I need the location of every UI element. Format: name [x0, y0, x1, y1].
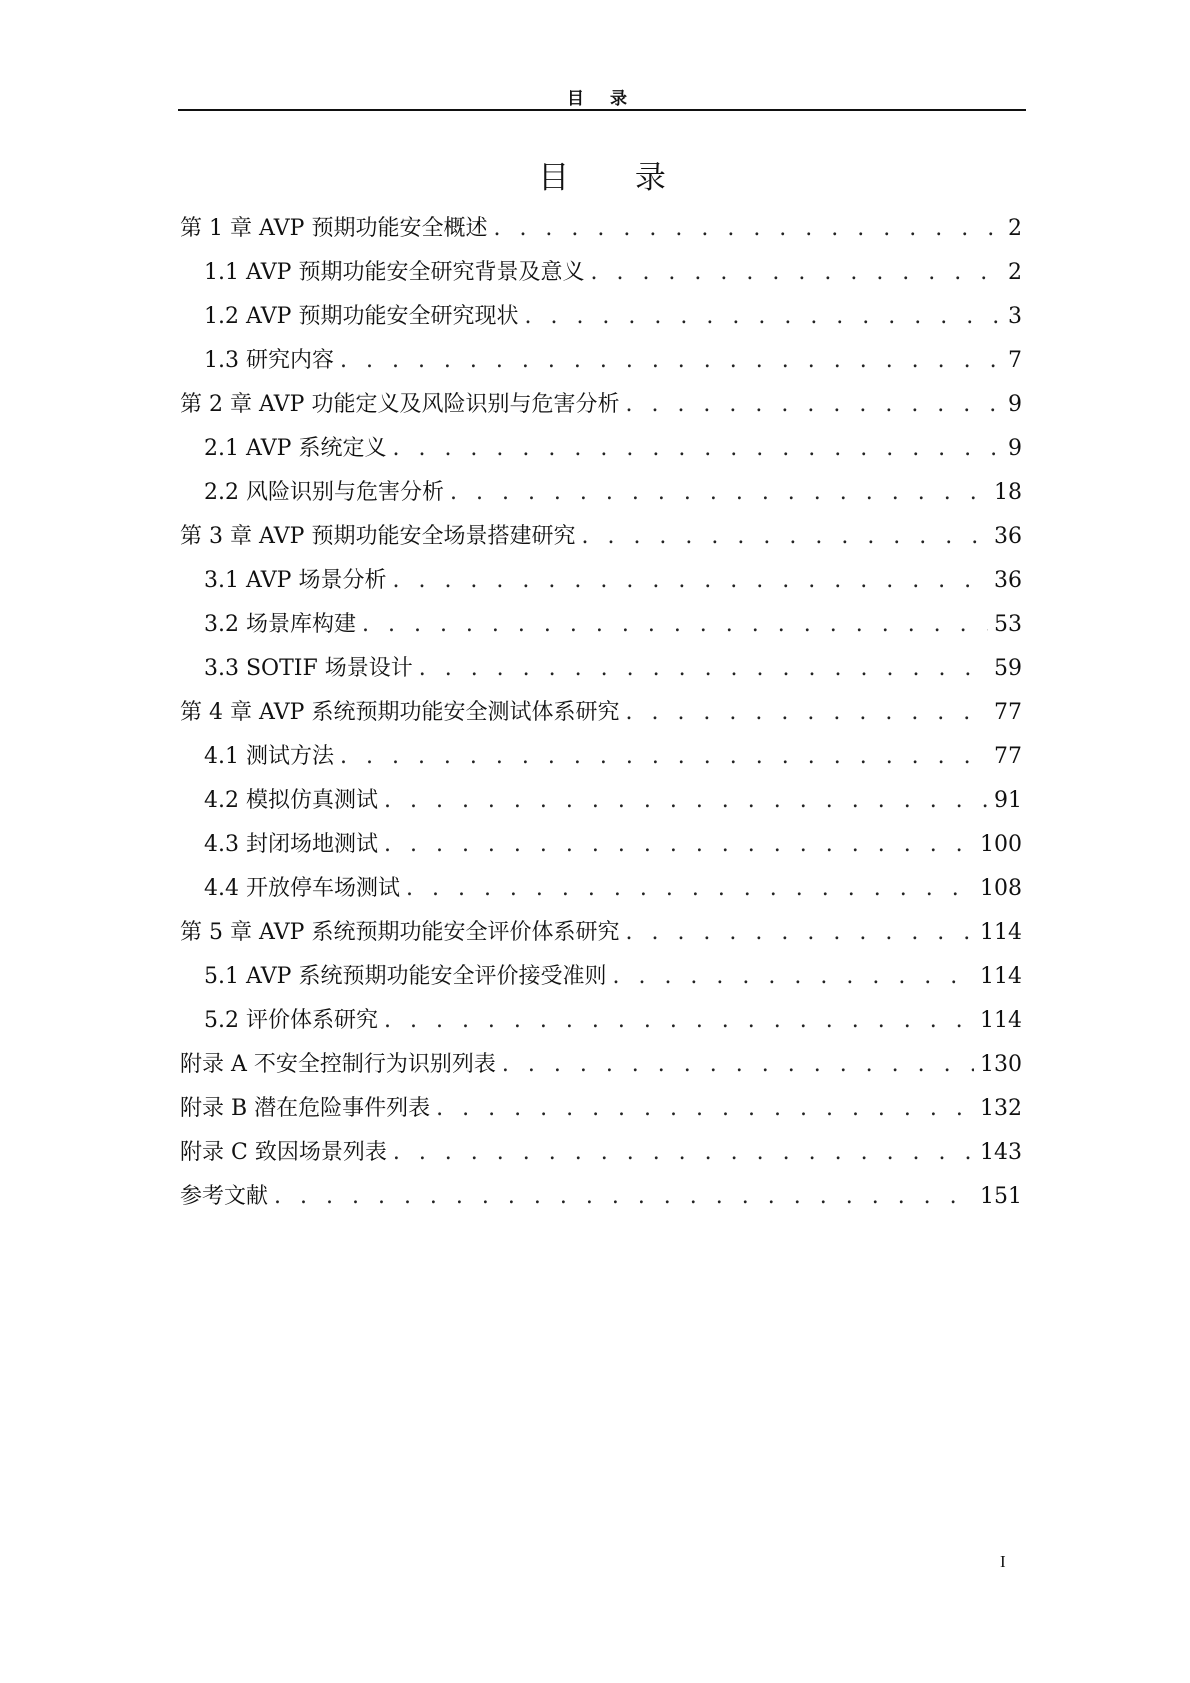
toc-leader [362, 603, 988, 647]
toc-entry-label: 5.2 评价体系研究 [204, 1008, 378, 1033]
toc-leader [581, 515, 988, 559]
toc-leader [384, 999, 974, 1043]
toc-entry-page: 2 [1008, 216, 1022, 241]
toc-entry[interactable] [180, 867, 1022, 911]
toc-leader [625, 911, 974, 955]
toc-entry[interactable] [180, 779, 1022, 823]
toc-entry-label: 第 1 章 AVP 预期功能安全概述 [180, 216, 488, 241]
toc-entry-page: 100 [980, 832, 1022, 857]
toc-entry[interactable] [180, 823, 1022, 867]
toc-entry-page: 114 [980, 920, 1022, 945]
toc-leader [502, 1043, 974, 1087]
toc-entry-label: 第 3 章 AVP 预期功能安全场景搭建研究 [180, 524, 576, 549]
toc-entry-page: 3 [1008, 304, 1022, 329]
toc-entry-label: 4.1 测试方法 [204, 744, 334, 769]
toc-entry[interactable] [180, 383, 1022, 427]
toc-entry-label: 第 5 章 AVP 系统预期功能安全评价体系研究 [180, 920, 620, 945]
toc-entry[interactable] [180, 1043, 1022, 1087]
running-header: 目 录 [567, 89, 637, 109]
toc-entry[interactable] [180, 603, 1022, 647]
page-number: I [1000, 1552, 1006, 1571]
toc-entry[interactable] [180, 647, 1022, 691]
toc-entry[interactable] [180, 207, 1022, 251]
toc-entry-page: 77 [994, 744, 1022, 769]
toc-entry-page: 151 [980, 1184, 1022, 1209]
toc-entry[interactable] [180, 955, 1022, 999]
toc-entry[interactable] [180, 999, 1022, 1043]
toc-entry-label: 第 2 章 AVP 功能定义及风险识别与危害分析 [180, 392, 620, 417]
toc-entry-label: 4.2 模拟仿真测试 [204, 788, 378, 813]
toc-entry-label: 附录 A 不安全控制行为识别列表 [180, 1052, 496, 1077]
toc-leader [384, 779, 988, 823]
toc-entry-label: 5.1 AVP 系统预期功能安全评价接受准则 [204, 964, 607, 989]
toc-leader [625, 383, 1002, 427]
toc-entry[interactable] [180, 735, 1022, 779]
toc-leader [384, 823, 974, 867]
toc-leader [392, 559, 988, 603]
toc-entry-page: 36 [994, 524, 1022, 549]
toc-entry-page: 132 [980, 1096, 1022, 1121]
toc-leader [625, 691, 988, 735]
toc-entry-page: 108 [980, 876, 1022, 901]
toc-leader [436, 1087, 974, 1131]
toc-entry[interactable] [180, 295, 1022, 339]
toc-entry[interactable] [180, 515, 1022, 559]
toc-entry[interactable] [180, 1131, 1022, 1175]
toc-entry-label: 3.1 AVP 场景分析 [204, 568, 387, 593]
toc-entry-page: 91 [994, 788, 1022, 813]
toc-leader [612, 955, 974, 999]
header-rule [178, 109, 1026, 111]
toc-entry-label: 附录 C 致因场景列表 [180, 1140, 387, 1165]
toc-entry-label: 参考文献 [180, 1184, 269, 1209]
toc-entry-page: 2 [1008, 260, 1022, 285]
toc-entry-page: 36 [994, 568, 1022, 593]
toc-entry[interactable] [180, 559, 1022, 603]
toc-entry-page: 9 [1008, 436, 1022, 461]
toc-entry[interactable] [180, 1087, 1022, 1131]
toc-leader [392, 427, 1002, 471]
toc-leader [524, 295, 1002, 339]
toc-leader [493, 207, 1002, 251]
toc-entry-page: 77 [994, 700, 1022, 725]
toc-entry-page: 114 [980, 964, 1022, 989]
toc-entry-label: 1.3 研究内容 [204, 348, 334, 373]
toc-entry-label: 4.4 开放停车场测试 [204, 876, 400, 901]
toc-entry[interactable] [180, 471, 1022, 515]
toc-leader [340, 339, 1002, 383]
toc-leader [406, 867, 974, 911]
toc-leader [590, 251, 1002, 295]
toc-entry-label: 3.3 SOTIF 场景设计 [204, 656, 413, 681]
toc-entry-label: 第 4 章 AVP 系统预期功能安全测试体系研究 [180, 700, 620, 725]
toc-entry[interactable] [180, 427, 1022, 471]
toc-entry-page: 143 [980, 1140, 1022, 1165]
toc-leader [419, 647, 988, 691]
toc-entry-label: 1.1 AVP 预期功能安全研究背景及意义 [204, 260, 585, 285]
toc-leader [274, 1175, 974, 1219]
toc-title: 目 录 [538, 160, 694, 196]
toc-entry-label: 4.3 封闭场地测试 [204, 832, 378, 857]
toc-entry-page: 114 [980, 1008, 1022, 1033]
toc-entry-label: 2.1 AVP 系统定义 [204, 436, 387, 461]
toc-entry[interactable] [180, 251, 1022, 295]
toc-entry-page: 18 [994, 480, 1022, 505]
toc-leader [393, 1131, 974, 1175]
table-of-contents [180, 207, 1022, 1219]
toc-entry-label: 3.2 场景库构建 [204, 612, 356, 637]
toc-leader [340, 735, 988, 779]
toc-entry[interactable] [180, 1175, 1022, 1219]
toc-entry[interactable] [180, 691, 1022, 735]
toc-entry-page: 7 [1008, 348, 1022, 373]
toc-entry[interactable] [180, 911, 1022, 955]
toc-entry-page: 59 [994, 656, 1022, 681]
toc-entry[interactable] [180, 339, 1022, 383]
toc-entry-label: 附录 B 潜在危险事件列表 [180, 1096, 431, 1121]
toc-entry-label: 1.2 AVP 预期功能安全研究现状 [204, 304, 519, 329]
toc-entry-page: 53 [994, 612, 1022, 637]
toc-entry-page: 9 [1008, 392, 1022, 417]
toc-leader [450, 471, 988, 515]
toc-entry-label: 2.2 风险识别与危害分析 [204, 480, 444, 505]
toc-entry-page: 130 [980, 1052, 1022, 1077]
